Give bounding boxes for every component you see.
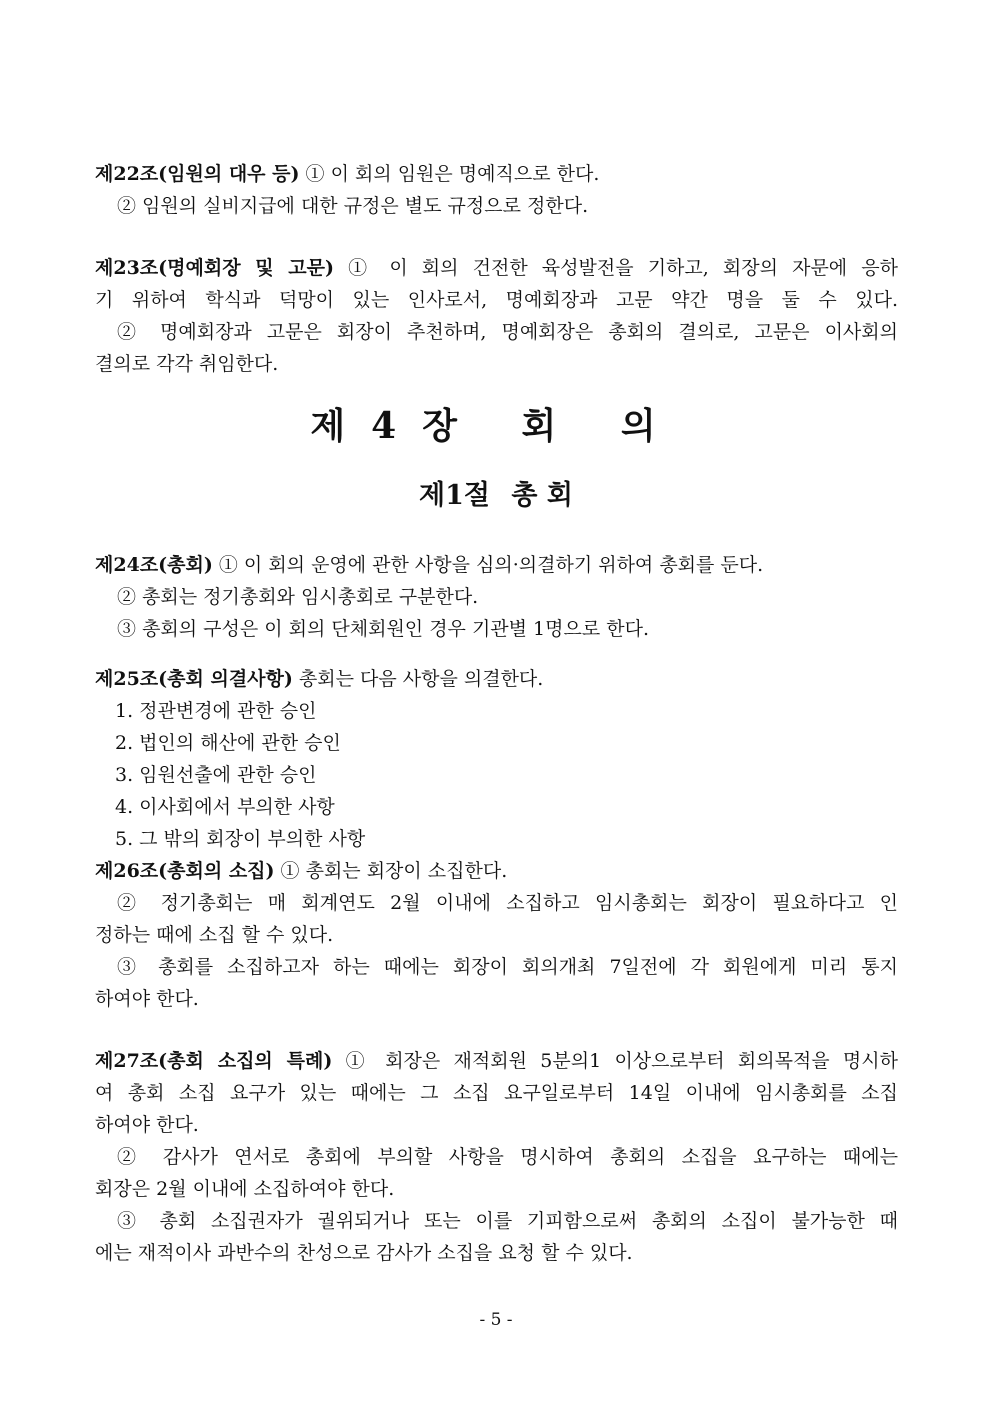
section-title: [0, 478, 992, 514]
article-25-text: 총회는 다음 사항을 의결한다.: [292, 668, 544, 690]
article-23-line-4: 결의로 각각 취임한다.: [95, 353, 279, 375]
article-23-line-3: ② 명예회장과 고문은 회장이 추천하며, 명예회장은 총회의 결의로, 고문은 이사회의: [117, 321, 898, 343]
article-26-title: 제26조(총회의 소집): [95, 860, 275, 882]
article-26-line-5: 하여야 한다.: [95, 988, 199, 1010]
article-25-title: 제25조(총회 의결사항): [95, 668, 293, 690]
article-23-line-1: [95, 252, 898, 284]
article-26-line-1: [95, 855, 898, 887]
article-22-line-2: ② 임원의 실비지급에 대한 규정은 별도 규정으로 정한다.: [117, 195, 589, 217]
page-number: - 5 -: [479, 1310, 513, 1330]
article-27-line-3: 하여야 한다.: [95, 1114, 199, 1136]
article-25-item-4: 4. 이사회에서 부의한 사항: [115, 796, 335, 818]
section-number: 제1절: [419, 480, 490, 511]
article-27-line-5: 회장은 2월 이내에 소집하여야 한다.: [95, 1178, 395, 1200]
article-27-title: 제27조(총회 소집의 특례): [95, 1050, 333, 1072]
article-24-text: ① 이 회의 운영에 관한 사항을 심의·의결하기 위하여 총회를 둔다.: [212, 554, 764, 576]
section-name: 총 회: [511, 480, 573, 511]
document-body-2: [95, 549, 898, 1269]
article-27-line-7: 에는 재적이사 과반수의 찬성으로 감사가 소집을 요청 할 수 있다.: [95, 1242, 633, 1264]
article-27-text: ① 회장은 재적회원 5분의1 이상으로부터 회의목적을 명시하: [332, 1050, 898, 1072]
article-23-title: 제23조(명예회장 및 고문): [95, 257, 334, 279]
article-22-title: 제22조(임원의 대우 등): [95, 163, 300, 185]
article-24-title: 제24조(총회): [95, 554, 213, 576]
article-26-line-3: 정하는 때에 소집 할 수 있다.: [95, 924, 334, 946]
article-26-text: ① 총회는 회장이 소집한다.: [274, 860, 508, 882]
document-body: [95, 158, 898, 380]
article-24-line-2: ② 총회는 정기총회와 임시총회로 구분한다.: [117, 586, 479, 608]
article-27-line-6: ③ 총회 소집권자가 궐위되거나 또는 이를 기피함으로써 총회의 소집이 불가능한 때: [117, 1210, 898, 1232]
article-25-item-5: 5. 그 밖의 회장이 부의한 사항: [115, 828, 366, 850]
article-27-line-4: ② 감사가 연서로 총회에 부의할 사항을 명시하여 총회의 소집을 요구하는 때에는: [117, 1146, 898, 1168]
article-25-item-2: 2. 법인의 해산에 관한 승인: [115, 732, 341, 754]
article-25-item-1: 1. 정관변경에 관한 승인: [115, 700, 317, 722]
article-22-line-1: [95, 158, 898, 190]
chapter-title: 제4장 회 의: [310, 405, 682, 447]
article-22-text: ① 이 회의 임원은 명예직으로 한다.: [299, 163, 600, 185]
article-24-line-3: ③ 총회의 구성은 이 회의 단체회원인 경우 기관별 1명으로 한다.: [117, 618, 649, 640]
article-24-line-1: [95, 549, 898, 581]
article-27-line-2: 여 총회 소집 요구가 있는 때에는 그 소집 요구일로부터 14일 이내에 임시총회를 소집: [95, 1082, 898, 1104]
article-23-line-2: 기 위하여 학식과 덕망이 있는 인사로서, 명예회장과 고문 약간 명을 둘 수 있다.: [95, 289, 898, 311]
article-27-line-1: [95, 1045, 898, 1077]
article-25-line-1: [95, 663, 898, 695]
article-26-line-4: ③ 총회를 소집하고자 하는 때에는 회장이 회의개최 7일전에 각 회원에게 미리 통지: [117, 956, 898, 978]
article-25-item-3: 3. 임원선출에 관한 승인: [115, 764, 317, 786]
article-26-line-2: ② 정기총회는 매 회계연도 2월 이내에 소집하고 임시총회는 회장이 필요하다고 인: [117, 892, 898, 914]
article-23-text: ① 이 회의 건전한 육성발전을 기하고, 회장의 자문에 응하: [334, 257, 898, 279]
